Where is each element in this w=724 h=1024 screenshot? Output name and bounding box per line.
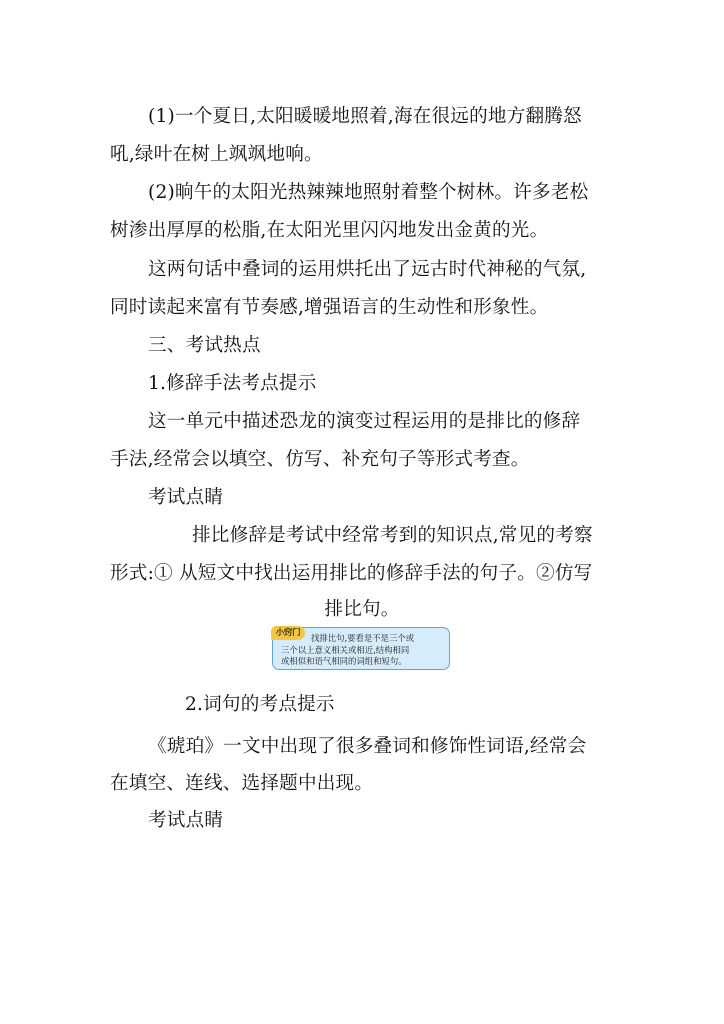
paragraph-line: 吼,绿叶在树上飒飒地响。 [110, 144, 323, 165]
paragraph-line: 同时读起来富有节奏感,增强语言的生动性和形象性。 [110, 297, 549, 318]
label-heading: 考试点睛 [148, 487, 224, 508]
subsection-heading: 2.词句的考点提示 [185, 694, 335, 715]
subsection-heading: 1.修辞手法考点提示 [148, 373, 317, 394]
tip-line: 找排比句,要看是不是三个或 [311, 633, 415, 643]
paragraph-line: 这两句话中叠词的运用烘托出了远古时代神秘的气氛, [148, 259, 587, 280]
paragraph-line: 树渗出厚厚的松脂,在太阳光里闪闪地发出金黄的光。 [110, 220, 549, 241]
paragraph-line: (2)晌午的太阳光热辣辣地照射着整个树林。许多老松 [148, 182, 589, 203]
tip-tag: 小窍门 [271, 626, 305, 640]
paragraph-line: 手法,经常会以填空、仿写、补充句子等形式考查。 [110, 449, 530, 470]
paragraph-line: 排比修辞是考试中经常考到的知识点,常见的考察 [192, 525, 593, 546]
tip-line: 或相似和语气相同的词组和短句。 [281, 656, 407, 666]
section-heading: 三、考试热点 [148, 335, 261, 356]
tip-line: 三个以上意义相关或相近,结构相同 [281, 644, 410, 655]
tip-box [272, 627, 450, 670]
paragraph-line: 形式:① 从短文中找出运用排比的修辞手法的句子。②仿写 [110, 563, 593, 584]
paragraph-line: 《琥珀》一文中出现了很多叠词和修饰性词语,经常会 [148, 736, 587, 757]
tip-text [281, 633, 447, 668]
paragraph-line: (1)一个夏日,太阳暖暖地照着,海在很远的地方翻腾怒 [148, 106, 582, 127]
paragraph-line: 在填空、连线、选择题中出现。 [110, 773, 374, 794]
paragraph-line: 排比句。 [324, 599, 400, 620]
label-heading: 考试点睛 [148, 810, 224, 831]
paragraph-line: 这一单元中描述恐龙的演变过程运用的是排比的修辞 [148, 411, 581, 432]
